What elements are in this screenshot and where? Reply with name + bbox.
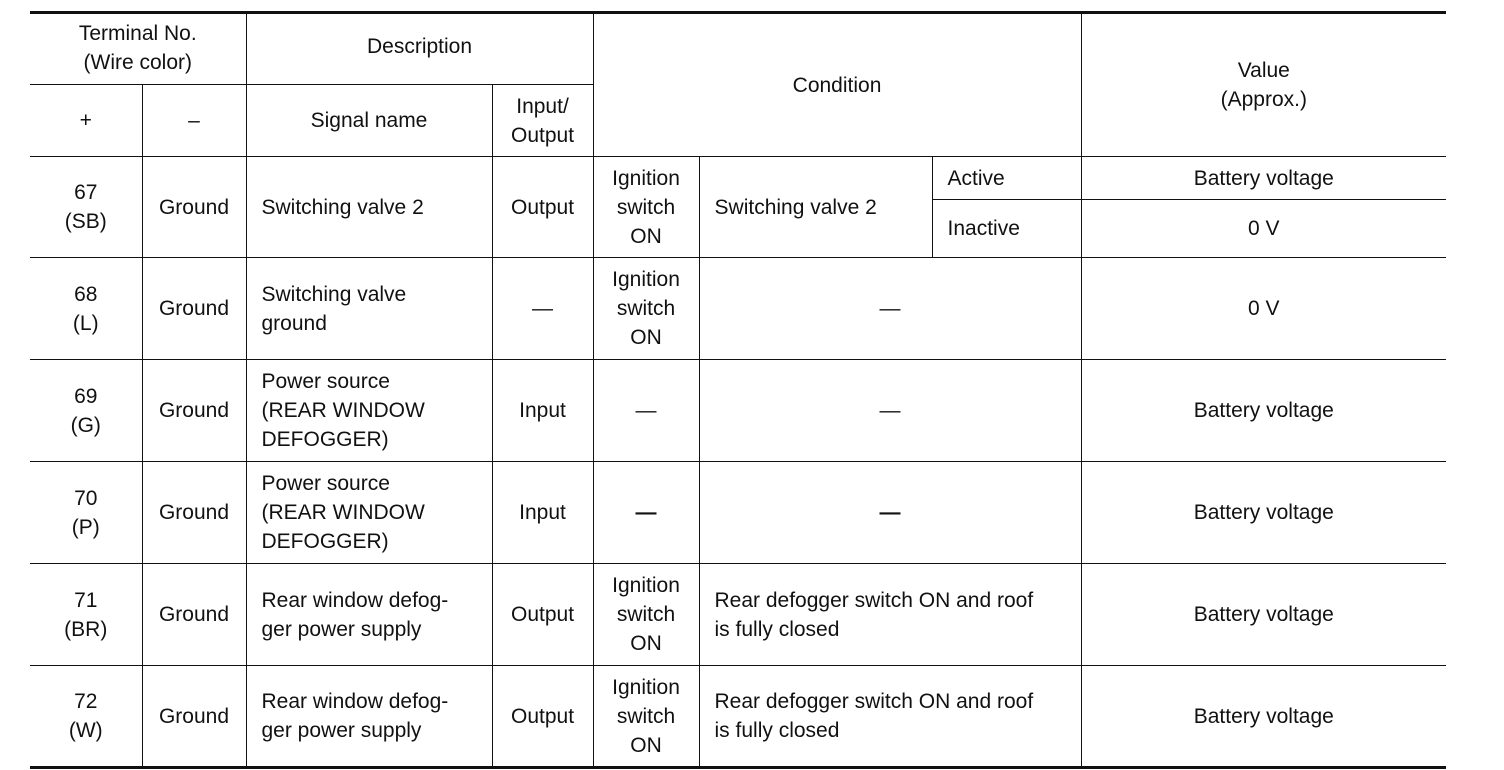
table-row <box>30 564 1446 666</box>
header-row-1 <box>30 13 1446 85</box>
value-cell: 0 V <box>1081 200 1446 258</box>
terminal-header: Terminal No. (Wire color) <box>30 13 246 85</box>
ground-cell: Ground <box>142 360 246 462</box>
ground-cell: Ground <box>142 258 246 360</box>
value-cell: Battery voltage <box>1081 462 1446 564</box>
signal-cell: Switching valve 2 <box>246 157 492 258</box>
value-header: Value (Approx.) <box>1081 13 1446 157</box>
condition-switch-cell: Ignition switch ON <box>593 564 699 666</box>
signal-cell: Power source (REAR WINDOW DEFOGGER) <box>246 360 492 462</box>
signal-name-header: Signal name <box>246 85 492 157</box>
signal-cell: Switching valve ground <box>246 258 492 360</box>
table-row <box>30 360 1446 462</box>
table-row <box>30 462 1446 564</box>
terminal-cell: 72 (W) <box>30 666 142 768</box>
state-cell: Active <box>932 157 1081 200</box>
value-cell: Battery voltage <box>1081 157 1446 200</box>
terminal-cell: 70 (P) <box>30 462 142 564</box>
condition-header: Condition <box>593 13 1081 157</box>
terminal-cell: 69 (G) <box>30 360 142 462</box>
io-cell: — <box>492 258 593 360</box>
terminal-cell: 71 (BR) <box>30 564 142 666</box>
io-cell: Input <box>492 360 593 462</box>
condition-switch-cell: Ignition switch ON <box>593 666 699 768</box>
ground-cell: Ground <box>142 666 246 768</box>
io-cell: Output <box>492 564 593 666</box>
value-cell: 0 V <box>1081 258 1446 360</box>
condition-detail-cell: Switching valve 2 <box>699 157 932 258</box>
value-cell: Battery voltage <box>1081 360 1446 462</box>
io-cell: Output <box>492 157 593 258</box>
signal-cell: Rear window defog- ger power supply <box>246 564 492 666</box>
ground-cell: Ground <box>142 564 246 666</box>
terminal-cell: 67 (SB) <box>30 157 142 258</box>
io-cell: Input <box>492 462 593 564</box>
signal-cell: Rear window defog- ger power supply <box>246 666 492 768</box>
condition-switch-cell: — <box>593 360 699 462</box>
terminal-cell: 68 (L) <box>30 258 142 360</box>
minus-header: – <box>142 85 246 157</box>
io-header: Input/ Output <box>492 85 593 157</box>
table-row <box>30 666 1446 768</box>
plus-header: + <box>30 85 142 157</box>
signal-cell: Power source (REAR WINDOW DEFOGGER) <box>246 462 492 564</box>
terminal-spec-table <box>30 11 1446 769</box>
condition-detail-cell: — <box>699 360 1081 462</box>
ground-cell: Ground <box>142 462 246 564</box>
condition-detail-cell: — <box>699 462 1081 564</box>
condition-switch-cell: Ignition switch ON <box>593 157 699 258</box>
ground-cell: Ground <box>142 157 246 258</box>
condition-detail-cell: Rear defogger switch ON and roof is fully closed <box>699 666 1081 768</box>
description-header: Description <box>246 13 593 85</box>
condition-detail-cell: — <box>699 258 1081 360</box>
value-cell: Battery voltage <box>1081 666 1446 768</box>
condition-detail-cell: Rear defogger switch ON and roof is fully closed <box>699 564 1081 666</box>
io-cell: Output <box>492 666 593 768</box>
state-cell: Inactive <box>932 200 1081 258</box>
table-row <box>30 258 1446 360</box>
value-cell: Battery voltage <box>1081 564 1446 666</box>
condition-switch-cell: — <box>593 462 699 564</box>
condition-switch-cell: Ignition switch ON <box>593 258 699 360</box>
table-row <box>30 157 1446 200</box>
